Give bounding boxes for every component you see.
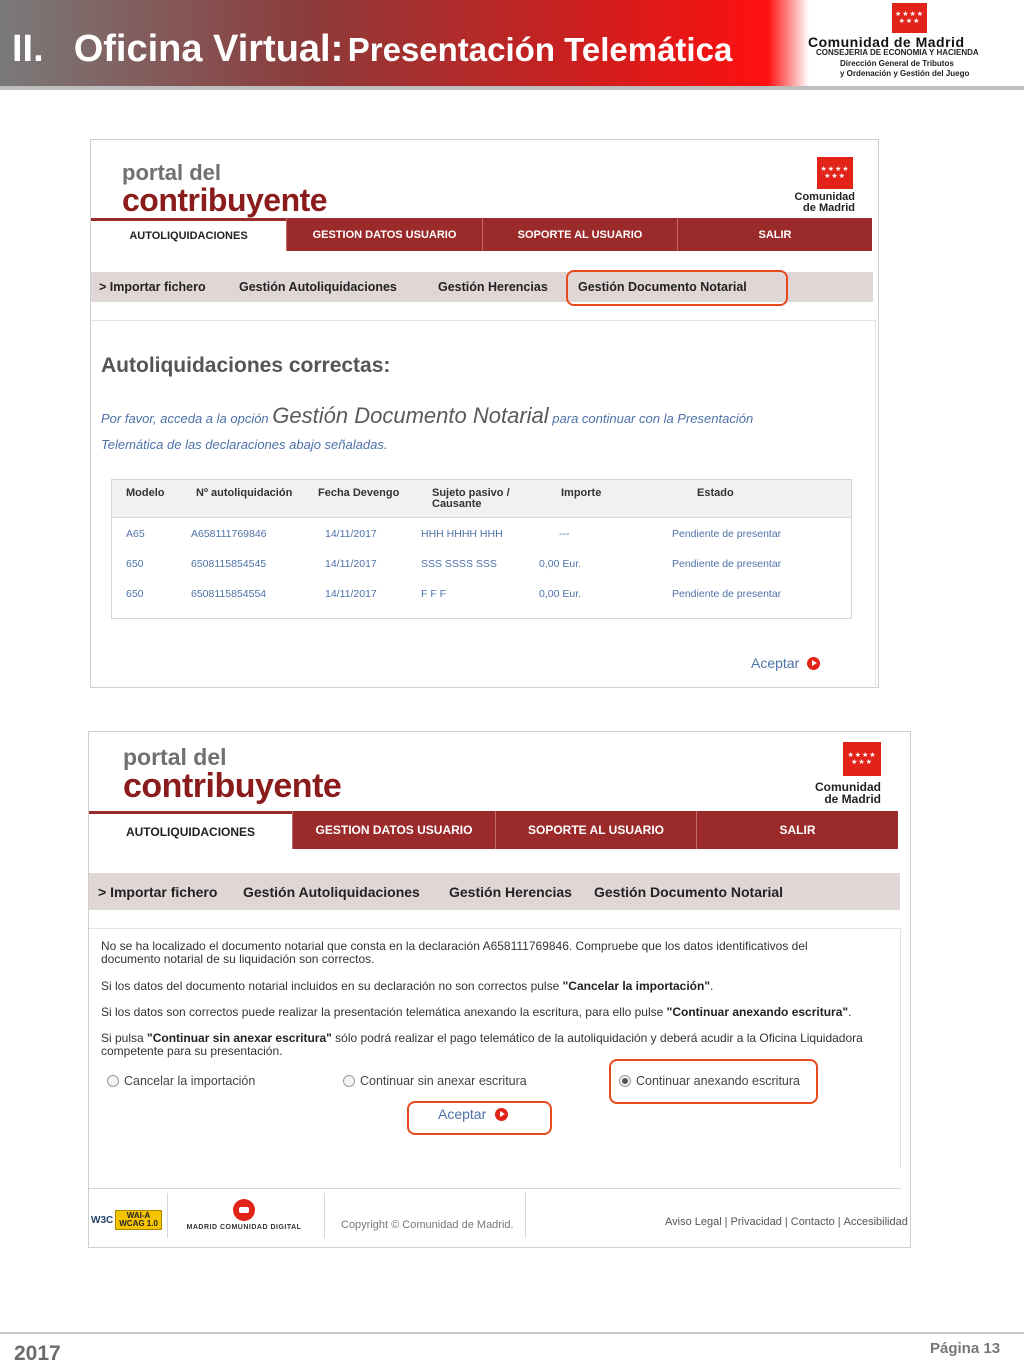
tab-autoliquidaciones[interactable]: AUTOLIQUIDACIONES (91, 218, 286, 251)
accept-button[interactable] (751, 655, 820, 671)
col-estado: Estado (697, 487, 734, 499)
slide-number: II. (12, 28, 44, 70)
intro-line-1 (101, 403, 753, 429)
radio-continuar-sin-anexar[interactable] (343, 1074, 527, 1088)
cm-logo-line2: de Madrid (824, 792, 881, 806)
footer-links: Aviso Legal | Privacidad | Contacto | Accesibilidad (665, 1216, 908, 1228)
message-no-annex-line2: competente para su presentación. (101, 1044, 283, 1058)
cell-numero: A658111769846 (191, 528, 267, 540)
slide-page-number: Página 13 (930, 1340, 1001, 1357)
direccion-line-1: Dirección General de Tributos (840, 59, 954, 68)
intro-option-name: Gestión Documento Notarial (272, 403, 549, 428)
consejeria-label: CONSEJERIA DE ECONOMIA Y HACIENDA (816, 48, 979, 57)
cell-estado: Pendiente de presentar (672, 558, 782, 570)
cell-sujeto: F F F (421, 588, 447, 600)
portal-logo-line1: portal del (122, 160, 222, 185)
message-not-found-line2: documento notarial de su liquidación son correctos. (101, 952, 375, 966)
portal-logo[interactable] (122, 162, 327, 216)
message-continue-option: "Continuar anexando escritura" (666, 1005, 849, 1019)
wcag-version: WCAG 1.0 (119, 1219, 158, 1228)
col-importe: Importe (561, 487, 602, 499)
cm-logo-line1: Comunidad (794, 191, 855, 203)
footer-link-privacidad[interactable]: Privacidad (730, 1216, 782, 1228)
radio-label: Continuar sin anexar escritura (360, 1074, 527, 1088)
madrid-digital-icon (233, 1199, 255, 1221)
col-sujeto-line2: Causante (432, 498, 482, 510)
message-no-annex-option: "Continuar sin anexar escritura" (147, 1031, 332, 1045)
tab-salir[interactable]: SALIR (696, 811, 898, 849)
footer-separator (525, 1193, 526, 1238)
col-numero: Nº autoliquidación (196, 487, 293, 499)
madrid-digital-label: MADRID COMUNIDAD DIGITAL (186, 1224, 302, 1231)
footer-separator (167, 1193, 168, 1238)
tab-gestion-datos-usuario[interactable]: GESTION DATOS USUARIO (286, 218, 482, 251)
portal-logo-line2: contribuyente (122, 182, 328, 218)
message-cancel-hint (101, 980, 891, 993)
highlight-gestion-documento-notarial (566, 270, 788, 306)
cm-logo-text (767, 192, 855, 214)
footer-link-aviso-legal[interactable]: Aviso Legal (665, 1216, 722, 1228)
message-continue-hint (101, 1006, 891, 1019)
subnav-gestion-herencias[interactable]: Gestión Herencias (449, 883, 572, 900)
col-modelo: Modelo (126, 487, 165, 499)
copyright-text: Copyright © Comunidad de Madrid. (341, 1219, 514, 1231)
tab-autoliquidaciones[interactable]: AUTOLIQUIDACIONES (89, 811, 292, 849)
screenshot-documento-no-localizado (88, 731, 911, 1248)
message-not-found-line1: No se ha localizado el documento notarial que consta en la declaración A658111769846. Compruebe que los datos identificativos del (101, 939, 808, 953)
intro-text-c: para continuar con la Presentación (552, 411, 754, 426)
w3c-label: W3C (91, 1214, 114, 1226)
cell-modelo: A65 (126, 528, 145, 540)
radio-button-icon[interactable] (107, 1075, 119, 1087)
message-cancel-text: Si los datos del documento notarial incluidos en su declaración no son correctos pulse (101, 979, 563, 993)
subnav-gestion-autoliquidaciones[interactable]: Gestión Autoliquidaciones (243, 883, 420, 900)
slide-title (12, 30, 732, 68)
slide-title-sub: Presentación Telemática (347, 31, 733, 68)
cell-fecha: 14/11/2017 (325, 558, 377, 570)
slide-year: 2017 (14, 1342, 61, 1365)
cm-logo-line2: de Madrid (803, 202, 855, 214)
subnav-gestion-herencias[interactable]: Gestión Herencias (438, 280, 548, 294)
subnav-importar-fichero[interactable]: > Importar fichero (99, 280, 206, 294)
cell-estado: Pendiente de presentar (672, 528, 782, 540)
slide-footer-divider (0, 1332, 1024, 1334)
portal-logo-line1: portal del (123, 744, 227, 770)
slide-header-divider (0, 86, 1024, 90)
subnav-gestion-documento-notarial[interactable]: Gestión Documento Notarial (578, 280, 747, 294)
subnav-gestion-autoliquidaciones[interactable]: Gestión Autoliquidaciones (239, 280, 397, 294)
main-nav (91, 218, 872, 251)
message-cancel-end: . (710, 979, 714, 993)
col-sujeto-line1: Sujeto pasivo / (432, 487, 510, 499)
tab-soporte-usuario[interactable]: SOPORTE AL USUARIO (495, 811, 696, 849)
radio-button-icon[interactable] (343, 1075, 355, 1087)
tab-gestion-datos-usuario[interactable]: GESTION DATOS USUARIO (292, 811, 495, 849)
play-arrow-icon (807, 657, 820, 670)
slide-title-main: Oficina Virtual: (73, 28, 344, 70)
cell-modelo: 650 (126, 588, 144, 600)
sub-nav (89, 873, 900, 910)
cell-importe: --- (559, 528, 570, 540)
portal-logo-line2: contribuyente (123, 767, 342, 805)
message-no-annex-text-a: Si pulsa (101, 1031, 148, 1045)
col-sujeto (432, 488, 510, 510)
cell-sujeto: SSS SSSS SSS (421, 558, 497, 570)
cell-sujeto: HHH HHHH HHH (421, 528, 503, 540)
cell-numero: 6508115854545 (191, 558, 267, 570)
cell-importe: 0,00 Eur. (539, 588, 582, 600)
intro-text-a: Por favor, acceda a la opción (101, 411, 269, 426)
cm-logo-line1: Comunidad (815, 780, 881, 794)
col-fecha: Fecha Devengo (318, 487, 400, 499)
wai-level: WAI-A (126, 1211, 151, 1220)
screenshot-autoliquidaciones-correctas (90, 139, 879, 688)
direccion-line-2: y Ordenación y Gestión del Juego (840, 69, 970, 78)
comunidad-madrid-flag-icon: ★★★★ ★★★ (817, 157, 853, 189)
message-cancel-option: "Cancelar la importación" (562, 979, 711, 993)
cell-fecha: 14/11/2017 (325, 528, 377, 540)
madrid-comunidad-digital-logo[interactable] (181, 1199, 307, 1231)
accept-label: Aceptar (438, 1106, 487, 1122)
message-not-found (101, 940, 891, 966)
radio-cancelar-importacion[interactable] (107, 1074, 255, 1088)
footer-link-accesibilidad[interactable]: Accesibilidad (843, 1216, 908, 1228)
accept-label: Aceptar (751, 655, 800, 671)
cm-logo-text (789, 781, 881, 805)
brand-name: Comunidad de Madrid (808, 34, 965, 50)
cell-importe: 0,00 Eur. (539, 558, 582, 570)
footer-divider (89, 1188, 901, 1189)
subnav-gestion-documento-notarial[interactable]: Gestión Documento Notarial (594, 883, 784, 900)
highlight-accept-button (407, 1101, 552, 1135)
direccion-label (840, 59, 969, 79)
message-continue-text: Si los datos son correctos puede realizar la presentación telemática anexando la escritura, para ello pulse (101, 1005, 667, 1019)
wai-badge[interactable] (91, 1210, 162, 1230)
main-nav (89, 811, 898, 849)
tab-soporte-usuario[interactable]: SOPORTE AL USUARIO (482, 218, 677, 251)
footer-separator (324, 1193, 325, 1238)
comunidad-madrid-flag-icon: ★★★★ ★★★ (892, 3, 927, 33)
tab-salir[interactable]: SALIR (677, 218, 872, 251)
page-heading: Autoliquidaciones correctas: (101, 354, 391, 377)
radio-label: Continuar anexando escritura (636, 1074, 800, 1088)
message-continue-end: . (848, 1005, 852, 1019)
cell-estado: Pendiente de presentar (672, 588, 782, 600)
subnav-importar-fichero[interactable]: > Importar fichero (98, 883, 218, 900)
cell-numero: 6508115854554 (191, 588, 267, 600)
message-no-annex-text-c: sólo podrá realizar el pago telemático de la autoliquidación y deberá acudir a la Oficina Liquidadora (331, 1031, 863, 1045)
footer-link-contacto[interactable]: Contacto (790, 1216, 835, 1228)
intro-line-2: Telemática de las declaraciones abajo señaladas. (101, 437, 388, 452)
cell-fecha: 14/11/2017 (325, 588, 377, 600)
message-no-annex-hint (101, 1032, 891, 1058)
comunidad-madrid-flag-icon: ★★★★ ★★★ (843, 742, 881, 776)
radio-label: Cancelar la importación (124, 1074, 256, 1088)
portal-logo[interactable] (123, 746, 341, 803)
cell-modelo: 650 (126, 558, 144, 570)
wai-aa-icon (115, 1210, 162, 1230)
autoliquidaciones-table (111, 479, 852, 619)
highlight-continuar-anexando (609, 1059, 818, 1104)
